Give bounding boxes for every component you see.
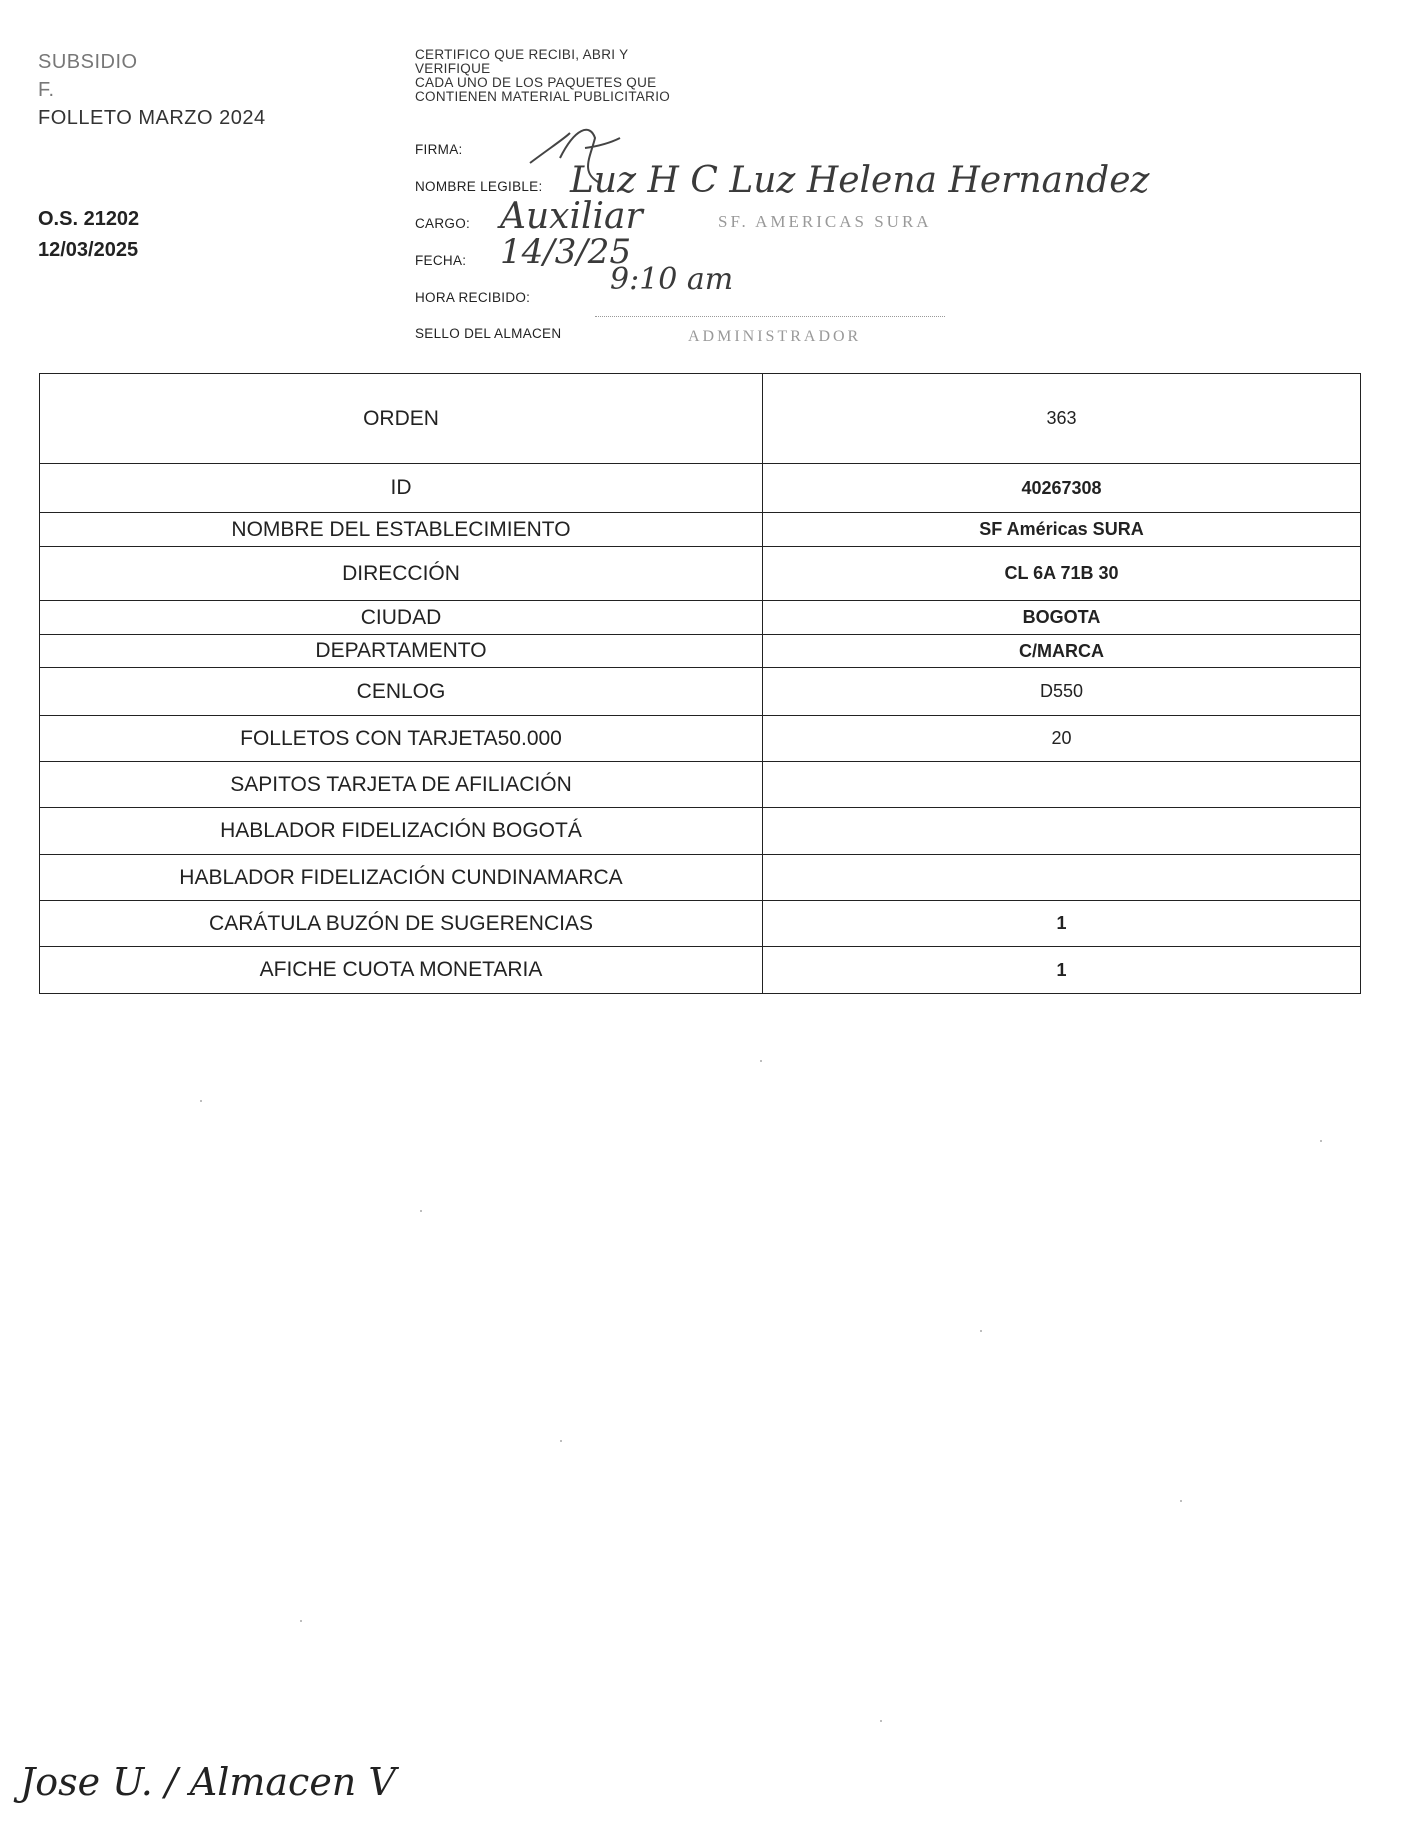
row-value [763,855,1361,901]
footer-handwritten-note: Jose U. / Almacen V [20,1760,396,1804]
certification-block [415,48,975,104]
row-value: 1 [763,901,1361,947]
table-row [40,601,1361,635]
scan-speck [980,1330,982,1332]
scan-speck [300,1620,302,1622]
cargo-label: CARGO: [415,216,471,231]
nombre-label: NOMBRE LEGIBLE: [415,179,543,194]
row-label: NOMBRE DEL ESTABLECIMIENTO [40,513,763,547]
sello-label: SELLO DEL ALMACEN [415,326,562,341]
row-value: 40267308 [763,464,1361,513]
row-label: FOLLETOS CON TARJETA50.000 [40,716,763,762]
table-row [40,635,1361,668]
row-value: SF Américas SURA [763,513,1361,547]
scan-speck [1180,1500,1182,1502]
os-block [38,204,139,266]
table-row [40,464,1361,513]
stamp-divider [595,316,945,317]
table-row [40,855,1361,901]
store-stamp: SF. AMERICAS SURA [718,212,932,231]
row-value [763,808,1361,855]
row-label: ORDEN [40,374,763,464]
scan-speck [880,1720,882,1722]
row-value: CL 6A 71B 30 [763,547,1361,601]
table-row [40,716,1361,762]
cert-line: VERIFIQUE [415,61,491,76]
row-label: CENLOG [40,668,763,716]
row-label: HABLADOR FIDELIZACIÓN CUNDINAMARCA [40,855,763,901]
nombre-handwritten: Luz H C Luz Helena Hernandez [570,160,1150,201]
scan-speck [200,1100,202,1102]
subsidio-label: SUBSIDIO [38,51,138,73]
table-row [40,762,1361,808]
table-row [40,668,1361,716]
os-date: 12/03/2025 [38,239,139,261]
row-label: SAPITOS TARJETA DE AFILIACIÓN [40,762,763,808]
table-row [40,808,1361,855]
cert-line: CONTIENEN MATERIAL PUBLICITARIO [415,89,671,104]
fecha-handwritten: 14/3/25 [500,232,632,272]
table-row [40,513,1361,547]
scan-speck [760,1060,762,1062]
stamp-role: ADMINISTRADOR [688,328,862,345]
row-value: 20 [763,716,1361,762]
row-label: AFICHE CUOTA MONETARIA [40,947,763,994]
hora-handwritten: 9:10 am [610,262,734,297]
scan-speck [560,1440,562,1442]
cargo-handwritten: Auxiliar [500,196,643,237]
row-label: ID [40,464,763,513]
row-value: BOGOTA [763,601,1361,635]
cert-line: CADA UNO DE LOS PAQUETES QUE [415,75,657,90]
firma-label: FIRMA: [415,142,463,157]
left-header [38,48,266,132]
row-value [763,762,1361,808]
scan-speck [420,1210,422,1212]
row-label: DEPARTAMENTO [40,635,763,668]
cert-line: CERTIFICO QUE RECIBI, ABRI Y [415,47,629,62]
row-value: C/MARCA [763,635,1361,668]
table-row [40,947,1361,994]
table-row [40,901,1361,947]
fecha-label: FECHA: [415,253,467,268]
os-number: O.S. 21202 [38,208,140,230]
scan-speck [1320,1140,1322,1142]
table-row [40,374,1361,464]
table-row [40,547,1361,601]
hora-label: HORA RECIBIDO: [415,290,531,305]
folleto-title: FOLLETO MARZO 2024 [38,107,266,129]
row-value: D550 [763,668,1361,716]
row-value: 1 [763,947,1361,994]
row-label: CIUDAD [40,601,763,635]
row-label: CARÁTULA BUZÓN DE SUGERENCIAS [40,901,763,947]
row-label: DIRECCIÓN [40,547,763,601]
order-table [39,373,1361,994]
row-value: 363 [763,374,1361,464]
row-label: HABLADOR FIDELIZACIÓN BOGOTÁ [40,808,763,855]
header-faded-line: F. [38,79,55,101]
